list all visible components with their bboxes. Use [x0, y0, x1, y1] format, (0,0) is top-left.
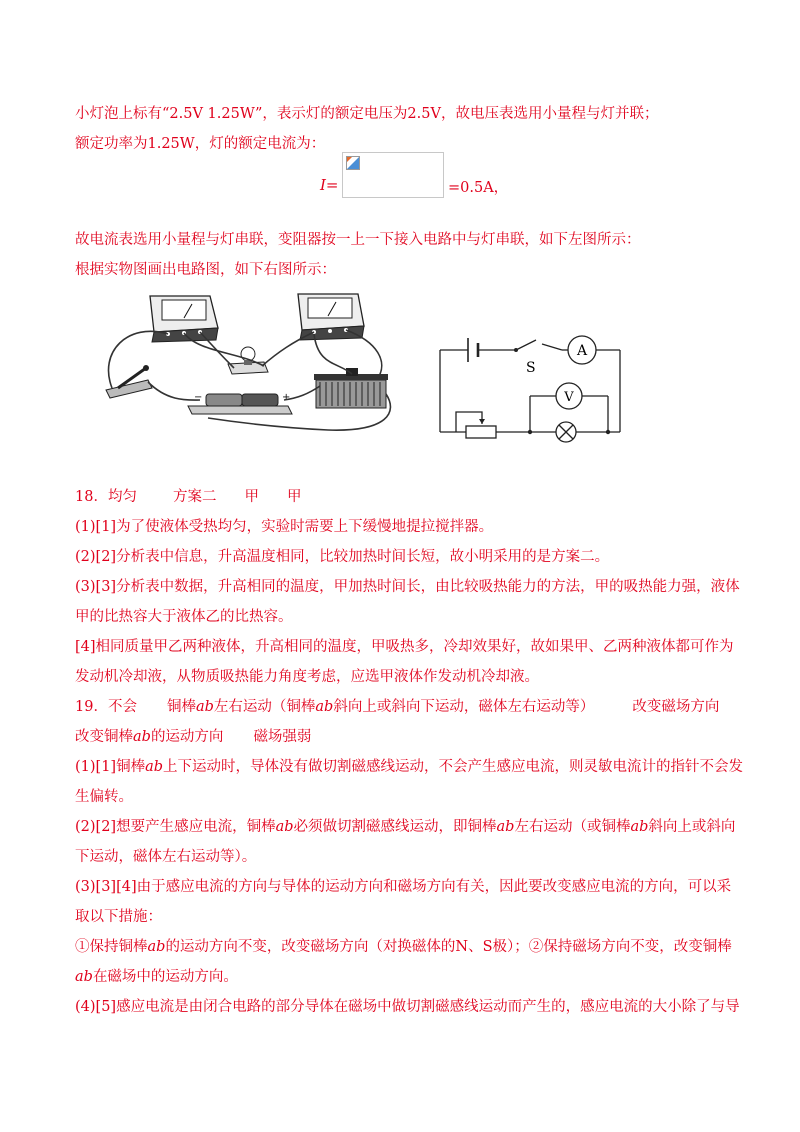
- text-run: 左右运动（或铜棒: [514, 819, 631, 835]
- formula-image-placeholder: [342, 152, 444, 198]
- ab-symbol: ab: [145, 759, 164, 775]
- ammeter-device-icon: [150, 296, 218, 342]
- physical-circuit-figure: [88, 282, 408, 442]
- switch-label: S: [526, 360, 536, 376]
- answer-line-18: [75, 485, 301, 506]
- ab-symbol: ab: [496, 819, 515, 835]
- text-line: (3)[3]分析表中数据，升高相同的温度，甲加热时间长，由比较吸热能力的方法，甲的吸热能力强，液体: [75, 579, 740, 595]
- ab-symbol: ab: [630, 819, 649, 835]
- text-line: 额定功率为1.25W，灯的额定电流为：: [75, 136, 326, 152]
- ab-symbol: ab: [75, 969, 93, 985]
- text-run: (2)[2]想要产生感应电流，铜棒: [75, 819, 276, 835]
- text-line: [75, 965, 238, 986]
- text-run: 改变铜棒: [75, 729, 133, 745]
- text-line: 根据实物图画出电路图，如下右图所示：: [75, 262, 336, 278]
- text-run: 的运动方向不变，改变磁场方向（对换磁体的N、S极）；②保持磁场方向不变，改变铜棒: [165, 939, 732, 955]
- ab-symbol: ab: [195, 699, 214, 715]
- text-run: 上下运动时，导体没有做切割磁感线运动，不会产生感应电流，则灵敏电流计的指针不会发: [163, 759, 744, 775]
- text-line: (3)[3][4]由于感应电流的方向与导体的运动方向和磁场方向有关，因此要改变感应电流的方向，可以采: [75, 879, 732, 895]
- text-line: 发动机冷却液，从物质吸热能力角度考虑，应选甲液体作发动机冷却液。: [75, 669, 539, 685]
- text-run: 在磁场中的运动方向。: [92, 969, 238, 985]
- text-run: 铜棒: [166, 699, 196, 715]
- voltmeter-label: V: [564, 390, 574, 405]
- text-line: 生偏转。: [75, 789, 133, 805]
- text-line: 小灯泡上标有“2.5V 1.25W”，表示灯的额定电压为2.5V，故电压表选用小量程与灯并联；: [75, 106, 659, 122]
- svg-text:+: +: [282, 392, 291, 403]
- q18-answer-3: 甲: [244, 489, 259, 505]
- q18-answer-1: 18．均匀: [75, 489, 137, 505]
- text-line: [75, 755, 743, 776]
- ammeter-label: A: [576, 343, 588, 359]
- battery-holder-icon: [188, 392, 292, 414]
- text-run: 必须做切割磁感线运动，即铜棒: [293, 819, 497, 835]
- bulb-board-icon: [228, 347, 268, 374]
- ab-symbol: ab: [147, 939, 166, 955]
- text-run: 左右运动（铜棒: [213, 699, 316, 715]
- q19-answer-1: 19．不会: [75, 699, 137, 715]
- text-line: (2)[2]分析表中信息，升高温度相同，比较加热时间长短，故小明采用的是方案二。: [75, 549, 610, 565]
- svg-text:−: −: [194, 392, 203, 403]
- q18-answer-4: 甲: [286, 489, 302, 505]
- text-run: 的运动方向: [150, 729, 224, 745]
- ab-symbol: ab: [133, 729, 151, 745]
- text-line: 下运动，磁体左右运动等）。: [75, 849, 257, 865]
- text-line: [4]相同质量甲乙两种液体，升高相同的温度，甲吸热多，冷却效果好，故如果甲、乙两种液体都可作为: [75, 639, 734, 655]
- formula-rhs: =0.5A，: [448, 180, 509, 196]
- answer-line-19: [75, 695, 719, 716]
- formula-lhs: I=: [320, 176, 339, 194]
- text-line: 取以下措施：: [75, 909, 162, 925]
- circuit-diagram: [432, 326, 632, 448]
- current-formula: [320, 152, 520, 200]
- answer-line-19b: [75, 725, 311, 746]
- text-run: 斜向上或斜向: [648, 819, 736, 835]
- text-line: 故电流表选用小量程与灯串联，变阻器按一上一下接入电路中与灯串联，如下左图所示：: [75, 232, 641, 248]
- q19-answer-3: 改变磁场方向: [632, 699, 720, 715]
- text-line: [75, 815, 735, 836]
- text-line: (1)[1]为了使液体受热均匀，实验时需要上下缓慢地提拉搅拌器。: [75, 519, 494, 535]
- q18-answer-2: 方案二: [172, 489, 217, 505]
- text-line: [75, 935, 732, 956]
- text-line: 甲的比热容大于液体乙的比热容。: [75, 609, 293, 625]
- broken-image-icon: [346, 156, 360, 170]
- ab-symbol: ab: [275, 819, 294, 835]
- text-run: 斜向上或斜向下运动，磁体左右运动等）: [333, 699, 595, 715]
- q19-answer-5: 磁场强弱: [253, 729, 312, 745]
- text-run: (1)[1]铜棒: [75, 759, 146, 775]
- switch-device-icon: [106, 365, 152, 398]
- text-line: (4)[5]感应电流是由闭合电路的部分导体在磁场中做切割磁感线运动而产生的，感应电流的大小除了与导: [75, 999, 740, 1015]
- ab-symbol: ab: [315, 699, 334, 715]
- text-run: ①保持铜棒: [75, 939, 148, 955]
